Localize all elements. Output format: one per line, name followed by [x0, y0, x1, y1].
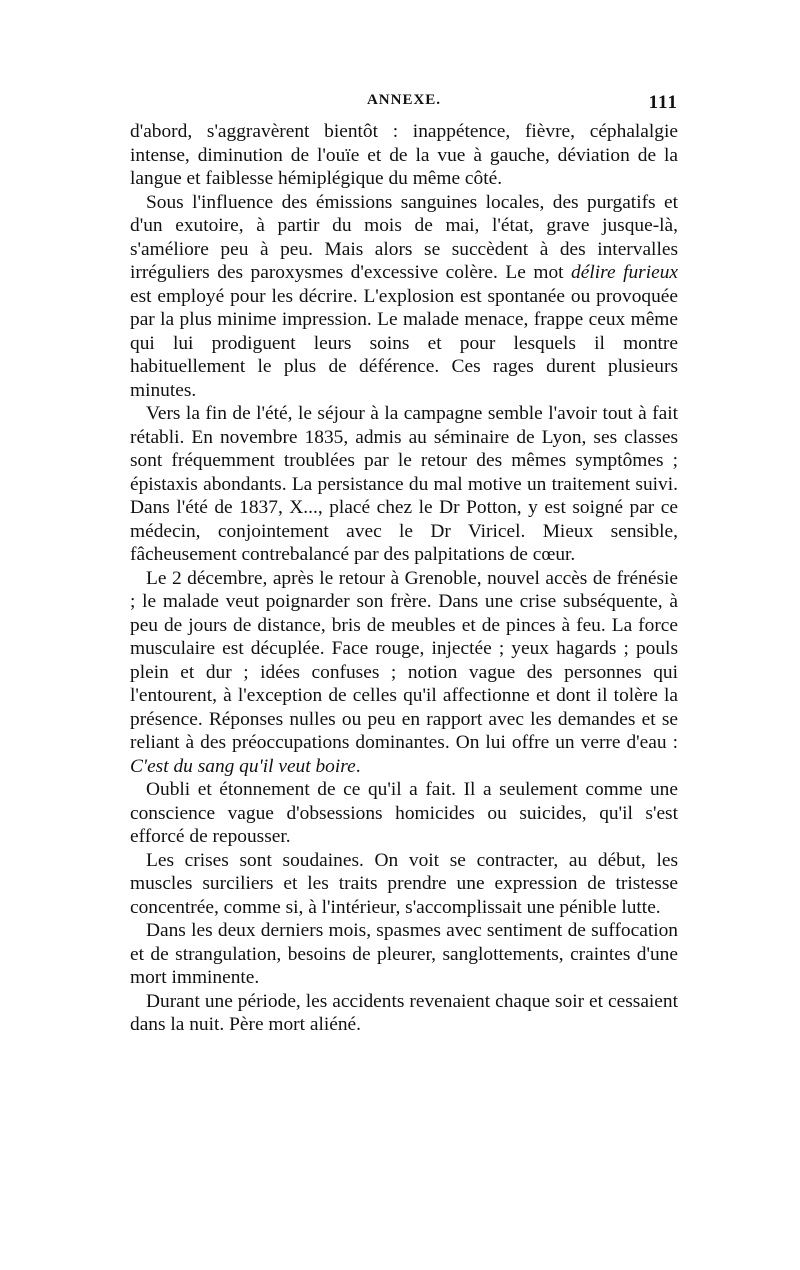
running-head [130, 92, 678, 116]
paragraph: Vers la fin de l'été, le séjour à la campagne semble l'avoir tout à fait rétabli. En novembre 1835, admis au séminaire de Lyon, ses classes sont fréquemment troublées par le retour des mêmes symptômes ; épistaxis abondants. La persistance du mal motive un traitement suivi. Dans l'été de 1837, X..., placé chez le Dr Potton, y est soigné par ce médecin, conjointement avec le Dr Viricel. Mieux sensible, fâcheusement contrebalancé par des palpitations de cœur. [130, 403, 678, 565]
paragraph: d'abord, s'aggravèrent bientôt : inappétence, fièvre, céphalalgie intense, diminution de l'ouïe et de la vue à gauche, déviation de la langue et faiblesse hémiplégique du même côté. [130, 121, 678, 189]
paragraph: Oubli et étonnement de ce qu'il a fait. Il a seulement comme une conscience vague d'obsessions homicides ou suicides, qu'il s'est efforcé de repousser. [130, 779, 678, 847]
paragraph: Le 2 décembre, après le retour à Grenoble, nouvel accès de frénésie ; le malade veut poignarder son frère. Dans une crise subséquente, à peu de jours de distance, bris de meubles et de pinces à feu. La force musculaire est décuplée. Face rouge, injectée ; yeux hagards ; pouls plein et dur ; idées confuses ; notion vague des personnes qui l'entourent, à l'exception de celles qu'il affectionne et dont il tolère la présence. Réponses nulles ou peu en rapport avec les demandes et se reliant à des préoccupations dominantes. On lui offre un verre d'eau : C'est du sang qu'il veut boire. [130, 567, 678, 777]
running-head-title: ANNEXE. [366, 92, 442, 108]
page-number: 111 [648, 92, 678, 113]
italic-phrase: C'est du sang qu'il veut boire [130, 755, 356, 777]
paragraph: Durant une période, les accidents revenaient chaque soir et cessaient dans la nuit. Père mort aliéné. [130, 990, 678, 1035]
paragraph: Dans les deux derniers mois, spasmes avec sentiment de suffocation et de strangulation, besoins de pleurer, sanglottements, craintes d'une mort imminente. [130, 920, 678, 988]
body-text [130, 120, 678, 1037]
paragraph: Sous l'influence des émissions sanguines locales, des purgatifs et d'un exutoire, à partir du mois de mai, l'état, grave jusque-là, s'améliore peu à peu. Mais alors se succèdent à des intervalles irréguliers des paroxysmes d'excessive colère. Le mot délire furieux est employé pour les décrire. L'explosion est spontanée ou provoquée par la plus minime impression. Le malade menace, frappe ceux même qui lui prodiguent leurs soins et pour lesquels il montre habituellement le plus de déférence. Ces rages durent plusieurs minutes. [130, 191, 678, 401]
italic-phrase: délire furieux [571, 262, 678, 283]
paragraph: Les crises sont soudaines. On voit se contracter, au début, les muscles surciliers et les traits prendre une expression de tristesse concentrée, comme si, à l'intérieur, s'accomplissait une pénible lutte. [130, 849, 678, 918]
